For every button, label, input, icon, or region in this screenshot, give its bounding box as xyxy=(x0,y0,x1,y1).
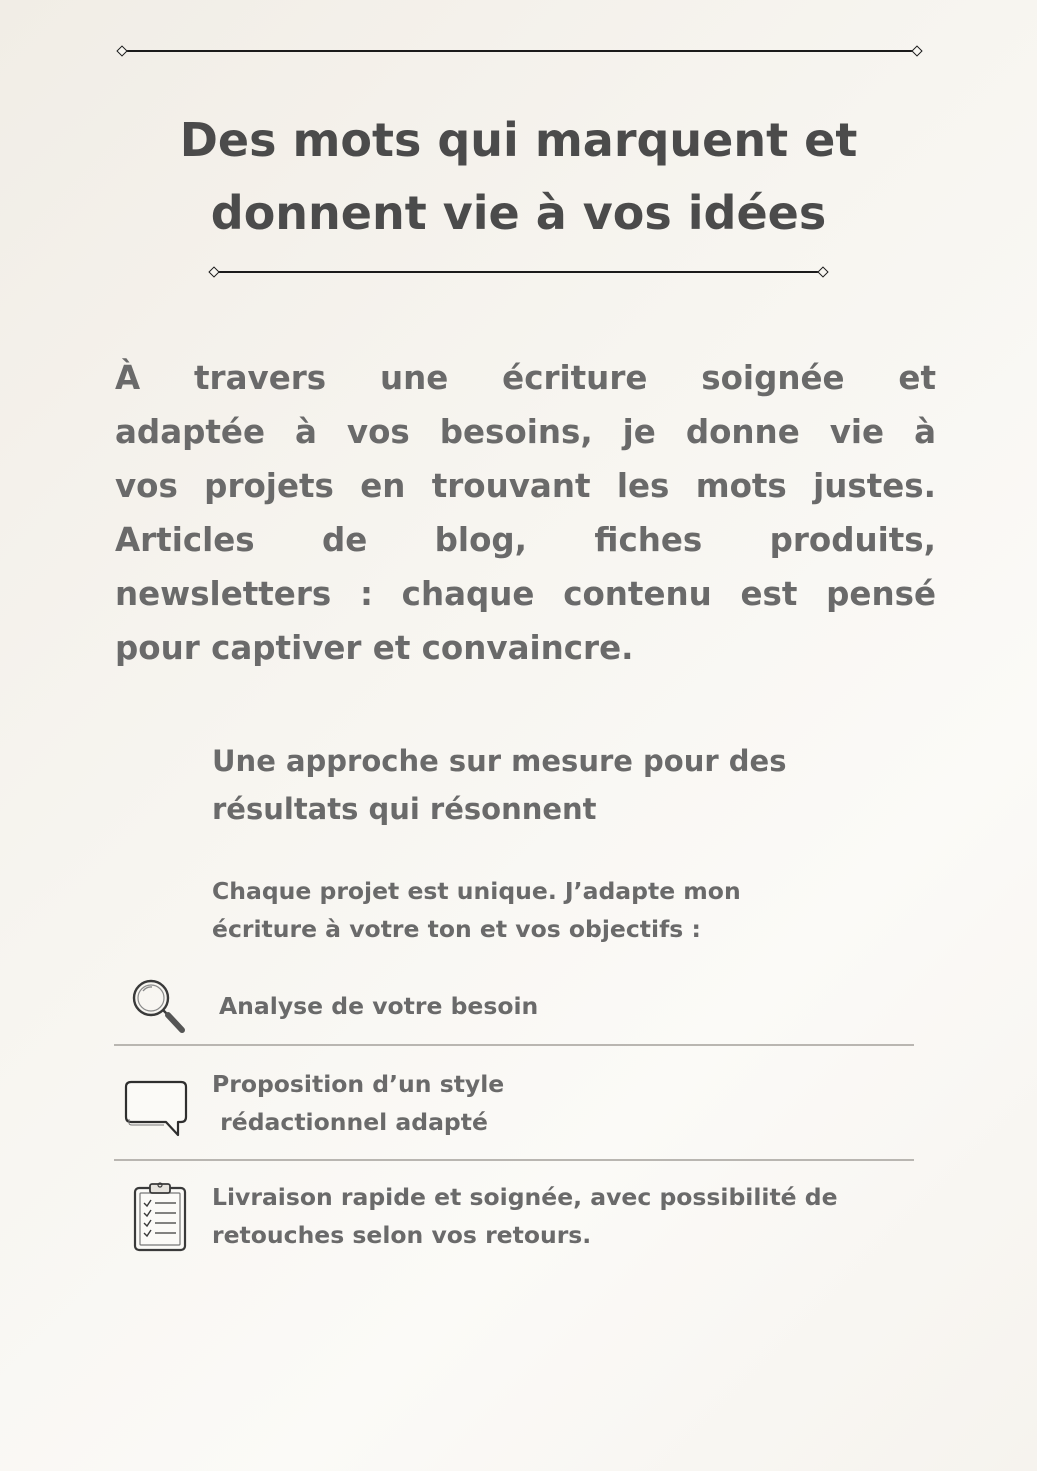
subheading-line: résultats qui résonnent xyxy=(212,792,597,826)
intro-line: newsletters : chaque contenu est pensé xyxy=(115,575,936,613)
step-label: Proposition d’un style xyxy=(212,1070,505,1098)
divider xyxy=(114,1044,914,1046)
step-label: Analyse de votre besoin xyxy=(219,992,539,1020)
intro-paragraph xyxy=(115,351,936,675)
lead-line: Chaque projet est unique. J’adapte mon xyxy=(212,877,741,905)
intro-line: Articles de blog, fiches produits, xyxy=(115,521,936,559)
intro-line: À travers une écriture soignée et xyxy=(115,359,936,397)
divider xyxy=(114,1159,914,1161)
intro-line: adaptée à vos besoins, je donne vie à xyxy=(115,413,936,451)
step-label: rédactionnel adapté xyxy=(212,1108,488,1136)
decorative-rule-top xyxy=(123,50,916,52)
step-analyse xyxy=(114,975,914,1035)
intro-line: pour captiver et convaincre. xyxy=(115,629,634,667)
title-line-2: donnent vie à vos idées xyxy=(210,186,827,240)
magnifier-icon xyxy=(130,977,186,1035)
decorative-rule-bottom xyxy=(215,271,822,273)
section-subheading xyxy=(212,737,912,833)
clipboard-checklist-icon xyxy=(132,1181,188,1253)
lead-line: écriture à votre ton et vos objectifs : xyxy=(212,915,701,943)
step-label: Livraison rapide et soignée, avec possibilité de xyxy=(212,1183,838,1211)
step-livraison xyxy=(114,1178,914,1258)
intro-line: vos projets en trouvant les mots justes. xyxy=(115,467,936,505)
step-proposition xyxy=(114,1063,914,1143)
page-title xyxy=(80,104,957,250)
subheading-line: Une approche sur mesure pour des xyxy=(212,744,787,778)
speech-bubble-icon xyxy=(122,1079,188,1139)
lead-paragraph xyxy=(212,872,912,948)
step-label: retouches selon vos retours. xyxy=(212,1221,592,1249)
title-line-1: Des mots qui marquent et xyxy=(179,113,858,167)
